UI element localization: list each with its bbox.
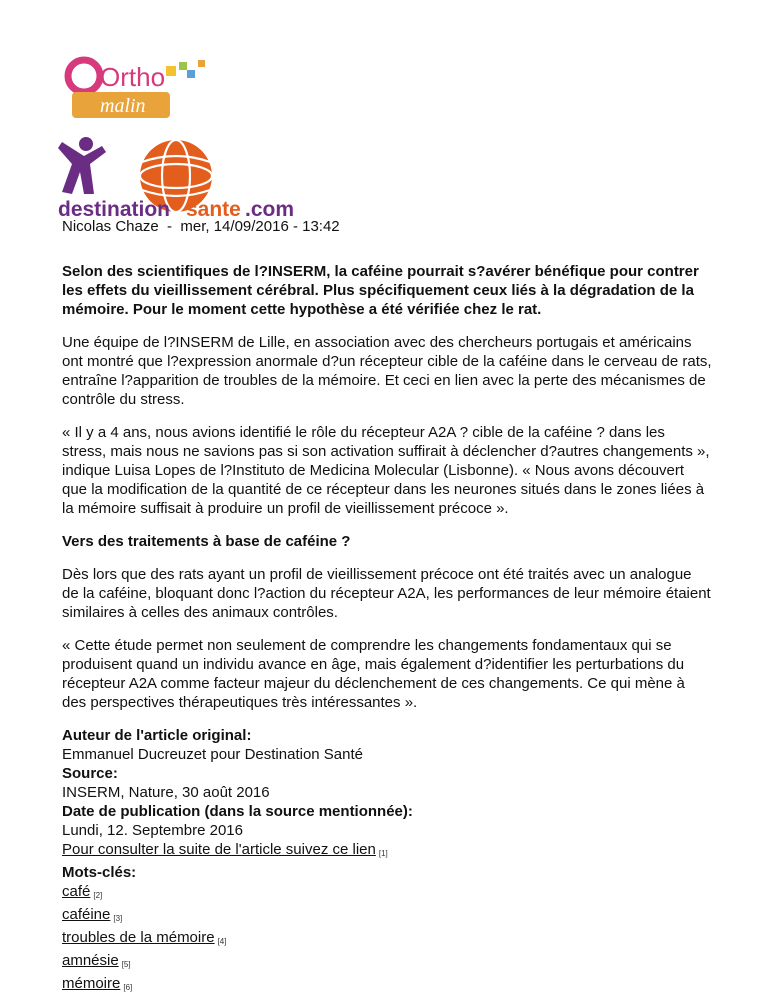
tag-ref: [5] <box>121 960 131 969</box>
tag-link-amnesie[interactable]: amnésie <box>62 952 119 969</box>
publication-date-value: Lundi, 12. Septembre 2016 <box>62 822 243 839</box>
malin-logo-text: malin <box>100 95 146 117</box>
article-byline: Nicolas Chaze - mer, 14/09/2016 - 13:42 <box>62 218 340 235</box>
article-paragraph: Dès lors que des rats ayant un profil de vieillissement précoce ont été traités avec un analogue de la caféine, bloquant donc l?action du récepteur A2A, les performances de leur mémoire étaient similaires à celles des animaux contrôles. <box>62 566 711 621</box>
article-subheading: Vers des traitements à base de caféine ? <box>62 533 351 550</box>
tag-item <box>62 905 712 928</box>
read-more-ref: [1] <box>378 849 388 858</box>
tag-item <box>62 951 712 974</box>
tag-link-troubles-memoire[interactable]: troubles de la mémoire <box>62 929 215 946</box>
tag-item <box>62 928 712 951</box>
tag-link-memoire[interactable]: mémoire <box>62 975 121 992</box>
ds-sante-text: sante <box>186 198 241 221</box>
destinationsante-logo <box>58 132 298 222</box>
tag-link-cafeine[interactable]: caféine <box>62 906 111 923</box>
tag-ref: [4] <box>217 937 227 946</box>
ds-dotcom-text: .com <box>245 198 295 221</box>
article-body <box>62 262 712 997</box>
author-value: Emmanuel Ducreuzet pour Destination Santé <box>62 746 363 763</box>
tag-ref: [3] <box>113 914 123 923</box>
source-label: Source: <box>62 765 118 782</box>
ortho-malin-logo <box>62 54 222 124</box>
tag-ref: [6] <box>123 983 133 992</box>
ortho-logo-text: Ortho <box>100 62 166 92</box>
tag-ref: [2] <box>93 891 103 900</box>
article-metadata <box>62 726 712 997</box>
tag-link-cafe[interactable]: café <box>62 883 91 900</box>
publication-date-label: Date de publication (dans la source mentionnée): <box>62 803 413 820</box>
read-more-row <box>62 840 712 863</box>
article-paragraph: « Il y a 4 ans, nous avions identifié le rôle du récepteur A2A ? cible de la caféine ? dans les stress, mais nous ne savions pas si son activation suffirait à déclencher d?autres changements », indique Luisa Lopes de l?Instituto de Medicina Molecular (Lisbonne). « Nous avons découvert que la modification de la quantité de ce récepteur dans les neurones situés dans le zones liées à la mémoire suffisait à produire un profil de vieillissement précoce ». <box>62 424 710 517</box>
tags-list <box>62 882 712 997</box>
article-paragraph: « Cette étude permet non seulement de comprendre les changements fondamentaux qui se produisent quand un individu avance en âge, mais également d?identifier les perturbations du récepteur A2A comme facteur majeur du déclenchement de ces changements. Ce qui mène à des perspectives thérapeutiques très intéressantes ». <box>62 637 685 711</box>
read-more-link[interactable]: Pour consulter la suite de l'article suivez ce lien <box>62 841 376 858</box>
article-paragraph: Une équipe de l?INSERM de Lille, en association avec des chercheurs portugais et américains ont montré que l?expression anormale d?un récepteur cible de la caféine dans le cerveau de rats, entraîne l?apparition de troubles de la mémoire. Et ceci en lien avec la perte des mécanismes de contrôle du stress. <box>62 334 712 408</box>
ds-destination-text: destination <box>58 198 171 221</box>
tags-label: Mots-clés: <box>62 864 137 881</box>
source-value: INSERM, Nature, 30 août 2016 <box>62 784 270 801</box>
tag-item <box>62 882 712 905</box>
author-label: Auteur de l'article original: <box>62 727 252 744</box>
article-lead: Selon des scientifiques de l?INSERM, la caféine pourrait s?avérer bénéfique pour contrer les effets du vieillissement cérébral. Plus spécifiquement ceux liés à la dégradation de la mémoire. Pour le moment cette hypothèse a été vérifiée chez le rat. <box>62 263 699 318</box>
